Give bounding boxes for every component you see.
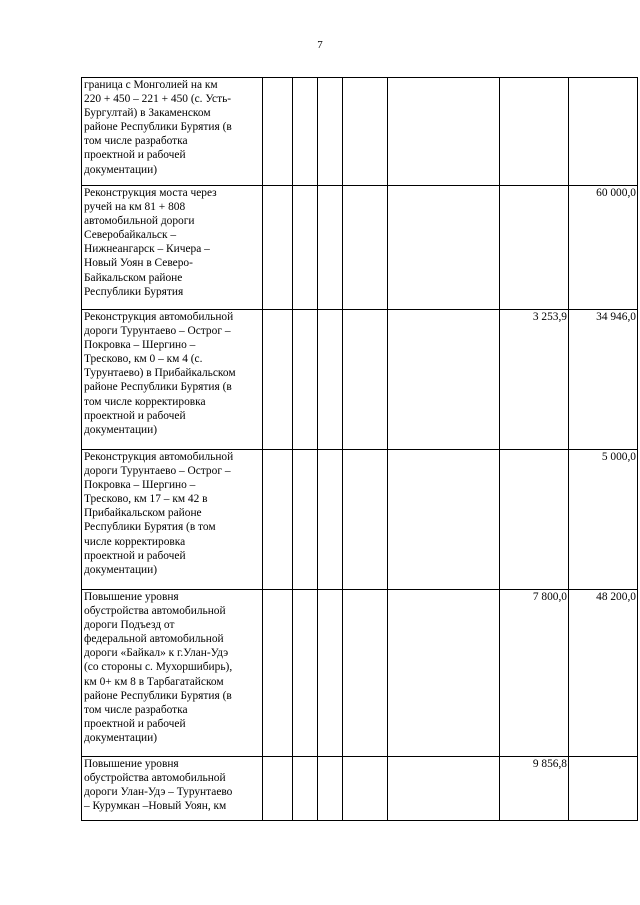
table-row [82,590,638,757]
description-line: км 0+ км 8 в Тарбагатайском [84,675,224,688]
description-line: Тресково, км 17 – км 42 в [84,493,208,506]
value-cell [318,186,343,310]
description-line: Реконструкция автомобильной [84,451,234,463]
description-line: Нижнеангарск – Кичера – [84,243,210,256]
description-line: ручей на км 81 + 808 [84,201,186,214]
table-row [82,310,638,450]
description-line: Бургултай) в Закаменском [84,107,211,120]
value-cell [343,186,388,310]
value-cell [500,186,569,310]
value-cell [263,310,293,450]
value-cell [293,450,318,590]
value-cell [343,450,388,590]
description-line: Северобайкальск – [84,229,177,242]
description-line: Покровка – Шергино – [84,339,196,352]
project-description-cell [82,310,263,450]
description-line: дороги Улан-Удэ – Турунтаево [84,786,233,799]
description-line: Реконструкция автомобильной [84,311,234,323]
description-line: Покровка – Шергино – [84,479,196,492]
value-cell [293,757,318,821]
value-cell: 9 856,8 [500,757,569,821]
value-cell [388,186,500,310]
description-line: документации) [84,563,158,576]
value-cell [388,310,500,450]
description-line: проектной и рабочей [84,717,186,730]
description-line: документации) [84,423,158,436]
value-cell [343,78,388,186]
table-row [82,757,638,821]
value-cell [388,450,500,590]
description-line: Прибайкальском районе [84,507,202,520]
description-line: том числе корректировка [84,395,206,408]
description-line: числе корректировка [84,535,186,548]
description-line: 220 + 450 – 221 + 450 (с. Усть- [84,93,232,106]
value-cell [263,78,293,186]
table-row [82,186,638,310]
description-line: граница с Монголией на км [84,79,218,91]
description-line: Республики Бурятия [84,285,184,298]
value-cell [569,78,638,186]
description-line: проектной и рабочей [84,549,186,562]
value-cell [263,757,293,821]
value-cell [500,450,569,590]
value-cell [318,78,343,186]
description-line: дороги Турунтаево – Острог – [84,325,231,338]
description-line: том числе разработка [84,703,188,716]
value-cell: 3 253,9 [500,310,569,450]
value-cell: 48 200,0 [569,590,638,757]
description-line: Новый Уоян в Северо- [84,257,193,270]
description-line: районе Республики Бурятия (в [84,381,232,394]
value-cell [263,590,293,757]
description-line: обустройства автомобильной [84,772,226,785]
description-line: документации) [84,731,158,744]
description-line: федеральной автомобильной [84,633,224,646]
value-cell [388,78,500,186]
value-cell [318,310,343,450]
page-number: 7 [317,39,323,51]
value-cell [318,590,343,757]
value-cell [318,450,343,590]
project-description-cell [82,757,263,821]
budget-table [81,77,638,821]
project-description-cell [82,78,263,186]
description-line: дороги «Байкал» к г.Улан-Удэ [84,647,229,660]
value-cell [343,310,388,450]
description-line: Турунтаево) в Прибайкальском [84,367,236,380]
value-cell: 7 800,0 [500,590,569,757]
value-cell [500,78,569,186]
table-row [82,78,638,186]
description-line: документации) [84,163,158,176]
description-line: Повышение уровня [84,758,179,770]
description-line: Реконструкция моста через [84,187,217,199]
value-cell [569,757,638,821]
value-cell [388,757,500,821]
description-line: автомобильной дороги [84,215,195,228]
value-cell [293,186,318,310]
description-line: Байкальском районе [84,271,183,284]
value-cell [318,757,343,821]
description-line: проектной и рабочей [84,149,186,162]
value-cell [343,757,388,821]
table-body [82,78,638,821]
description-line: Республики Бурятия (в том [84,521,216,534]
value-cell [343,590,388,757]
description-line: проектной и рабочей [84,409,186,422]
description-line: дороги Подъезд от [84,619,175,632]
description-line: районе Республики Бурятия (в [84,689,232,702]
description-line: Тресково, км 0 – км 4 (с. [84,353,203,366]
value-cell [293,78,318,186]
description-line: обустройства автомобильной [84,605,226,618]
value-cell: 5 000,0 [569,450,638,590]
description-line: – Курумкан –Новый Уоян, км [84,800,227,813]
description-line: районе Республики Бурятия (в [84,121,232,134]
value-cell [263,450,293,590]
value-cell [293,590,318,757]
value-cell [263,186,293,310]
description-line: том числе разработка [84,135,188,148]
project-description-cell [82,450,263,590]
value-cell: 34 946,0 [569,310,638,450]
table-row [82,450,638,590]
description-line: дороги Турунтаево – Острог – [84,465,231,478]
project-description-cell [82,590,263,757]
project-description-cell [82,186,263,310]
description-line: Повышение уровня [84,591,179,603]
value-cell: 60 000,0 [569,186,638,310]
value-cell [293,310,318,450]
description-line: (со стороны с. Мухоршибирь), [84,661,233,674]
value-cell [388,590,500,757]
